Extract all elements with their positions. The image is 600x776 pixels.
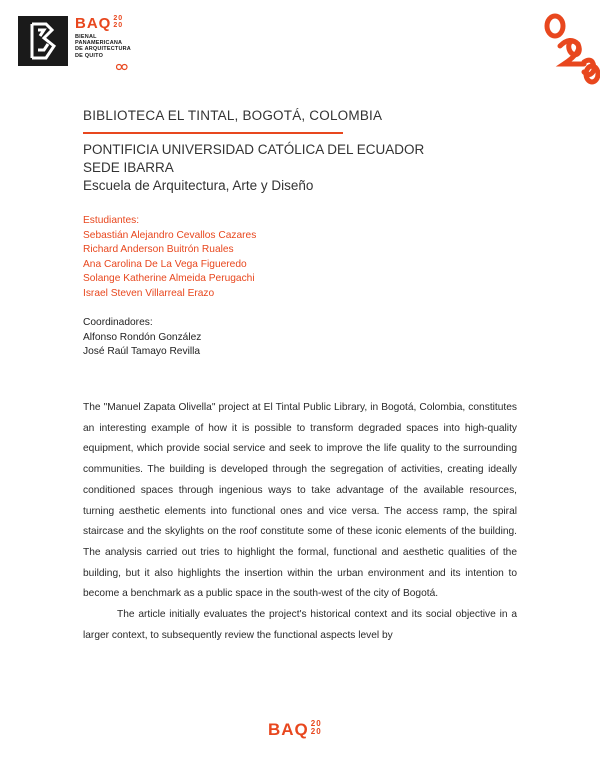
- student-name: Richard Anderson Buitrón Ruales: [83, 244, 234, 256]
- paragraph: The article initially evaluates the project's historical context and its social objective in a larger context, to subsequently review the functional aspects level by: [83, 609, 517, 641]
- student-name: Ana Carolina De La Vega Figueredo: [83, 258, 247, 270]
- abstract-body: [83, 398, 517, 646]
- small-mark-icon: [116, 58, 128, 66]
- student-name: Israel Steven Villarreal Erazo: [83, 287, 215, 299]
- coordinator-name: José Raúl Tamayo Revilla: [83, 346, 201, 358]
- coordinators-list: [83, 316, 201, 360]
- baq-logo-icon: [18, 16, 68, 66]
- page-title: BIBLIOTECA EL TINTAL, BOGOTÁ, COLOMBIA: [83, 108, 383, 123]
- student-name: Sebastián Alejandro Cevallos Cazares: [83, 229, 257, 241]
- student-name: Solange Katherine Almeida Perugachi: [83, 273, 255, 285]
- coordinator-name: Alfonso Rondón González: [83, 331, 202, 343]
- school-name: Escuela de Arquitectura, Arte y Diseño: [83, 178, 314, 193]
- header-brand: BAQ 20 20: [75, 15, 124, 32]
- footer-brand: BAQ 20 20: [268, 719, 322, 739]
- bienal-text: BIENAL PANAMERICANA DE ARQUITECTURA DE QUITO: [75, 34, 131, 59]
- students-label: Estudiantes:: [83, 215, 140, 226]
- paragraph: The "Manuel Zapata Olivella" project at El Tintal Public Library, in Bogotá, Colombia, constitutes an interesting example of how it is possible to transform degraded spaces into high-quality equipment, which provide social service and seek to improve the life quality to the surrounding communities. The building is developed through the segregation of activities, creating ideally conditioned spaces through ingenious ways to take advantage of the available resources, turning aesthetic elements into functional ones and vice versa. The access ramp, the spiral staircase and the skylights on the roof constitute some of these iconic elements of the building. The analysis carried out tries to highlight the formal, functional and aesthetic qualities of the building, but it also highlights the insertion within the urban environment and its intention to become a benchmark as a public space in the south-west of the city of Bogotá.: [83, 402, 517, 600]
- coordinators-label: Coordinadores:: [83, 317, 153, 328]
- students-list: [83, 214, 256, 302]
- title-divider: [83, 132, 343, 134]
- bienal-corner-logo-icon: [540, 8, 600, 86]
- institution: PONTIFICIA UNIVERSIDAD CATÓLICA DEL ECUADOR SEDE IBARRA: [83, 142, 425, 175]
